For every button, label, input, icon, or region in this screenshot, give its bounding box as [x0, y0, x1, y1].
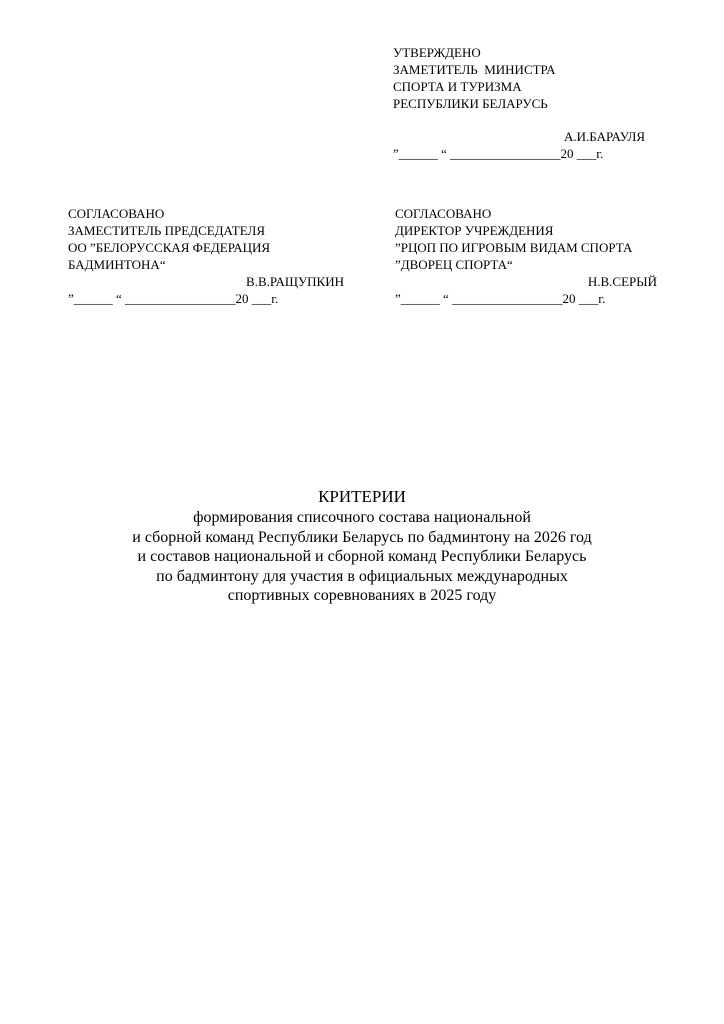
approval-position-line-3: РЕСПУБЛИКИ БЕЛАРУСЬ	[393, 96, 548, 111]
agreement-block-palace	[395, 205, 657, 307]
document-title	[62, 486, 662, 606]
title-subtitle-line-1: формирования списочного состава национальной	[193, 509, 531, 526]
agreement-position-line-3: ”ДВОРЕЦ СПОРТА“	[395, 257, 513, 272]
title-subtitle-line-4: по бадминтону для участия в официальных международных	[156, 567, 568, 585]
title-main: КРИТЕРИИ	[318, 487, 406, 506]
approval-signatory: А.И.БАРАУЛЯ	[564, 129, 645, 144]
title-subtitle-line-3: и составов национальной и сборной команд Республики Беларусь	[137, 548, 587, 565]
agreement-position-line-2: ”РЦОП ПО ИГРОВЫМ ВИДАМ СПОРТА	[395, 240, 633, 255]
approval-date-line: ”______ “ _________________20 ___г.	[393, 146, 604, 161]
agreement-heading: СОГЛАСОВАНО	[395, 206, 492, 221]
agreement-position-line-1: ЗАМЕСТИТЕЛЬ ПРЕДСЕДАТЕЛЯ	[68, 223, 265, 238]
title-subtitle-line-2: и сборной команд Республики Беларусь по бадминтону на 2026 год	[132, 528, 592, 546]
agreement-signatory: Н.В.СЕРЫЙ	[587, 274, 657, 289]
agreement-heading: СОГЛАСОВАНО	[68, 206, 165, 221]
approval-position-line-1: ЗАМЕТИТЕЛЬ МИНИСТРА	[393, 62, 556, 77]
approval-block	[393, 44, 645, 162]
agreement-block-federation	[68, 205, 344, 307]
agreement-position-line-2: ОО ”БЕЛОРУССКАЯ ФЕДЕРАЦИЯ	[68, 240, 271, 255]
agreement-date-line: ”______ “ _________________20 ___г.	[68, 291, 279, 306]
agreement-position-line-3: БАДМИНТОНА“	[68, 257, 166, 272]
approval-position-line-2: СПОРТА И ТУРИЗМА	[393, 79, 522, 94]
agreement-signatory: В.В.РАЩУПКИН	[246, 274, 344, 289]
title-subtitle-line-5: спортивных соревнованиях в 2025 году	[227, 587, 497, 604]
approval-heading: УТВЕРЖДЕНО	[393, 45, 481, 60]
agreement-date-line: ”______ “ _________________20 ___г.	[395, 291, 606, 306]
agreement-position-line-1: ДИРЕКТОР УЧРЕЖДЕНИЯ	[395, 223, 554, 238]
